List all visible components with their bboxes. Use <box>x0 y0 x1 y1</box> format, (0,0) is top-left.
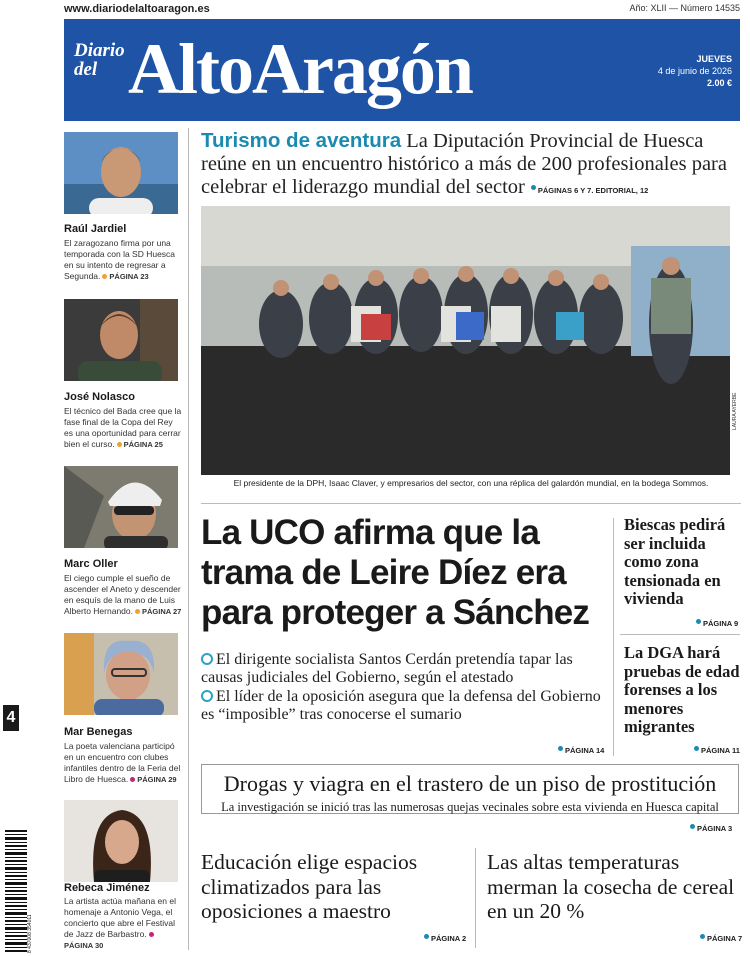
top-bar <box>64 3 740 17</box>
barcode-number: 8 437008 354011 <box>27 914 33 953</box>
lead-kicker[interactable]: Turismo de aventura <box>201 129 402 152</box>
page-dot-icon <box>690 824 695 829</box>
avatar-raul-jardiel <box>64 132 178 214</box>
sidebar-text: El zaragozano firma por una temporada con la SD Huesca en su intento de regresar a Segunda. PÁGINA 23 <box>64 238 176 281</box>
boxed-page-ref[interactable]: PÁGINA 3 <box>688 818 732 836</box>
page-dot-icon <box>694 746 699 751</box>
lead-divider <box>201 503 741 504</box>
page-dot-icon <box>700 934 705 939</box>
sidebar-text: El técnico del Bada cree que la fase final de la Copa del Rey es una oportunidad para cerrar bien el curso. PÁGINA 25 <box>64 406 182 449</box>
issue-number: Año: XLII — Número 14535 <box>629 3 740 13</box>
edge-page-number: 4 <box>3 705 19 731</box>
sidebar-text: La poeta valenciana participó en un encuentro con clubes infantiles dentro de la Feria del Libro de Huesca. PÁGINA 29 <box>64 741 181 784</box>
sidebar-name: Raúl Jardiel <box>64 223 127 235</box>
side-column-divider <box>613 518 614 756</box>
main-bullet-1: El dirigente socialista Santos Cerdán pretendía tapar las causas judiciales del Gobierno, según el atestado <box>201 651 573 686</box>
sidebar-name: José Nolasco <box>64 391 135 403</box>
photo-credit: LAURA AYERBE <box>732 392 738 430</box>
page-dot-icon <box>117 442 122 447</box>
side-headline-2[interactable]: La DGA hará pruebas de edad forenses a los menores migrantes <box>624 643 740 736</box>
boxed-subtitle: La investigación se inició tras las numerosas quejas vecinales sobre esta vivienda en Huesca capital <box>221 800 719 814</box>
page-dot-icon <box>531 185 536 190</box>
masthead <box>64 19 740 121</box>
bottom-headline-2[interactable]: Las altas temperaturas merman la cosecha de cereal en un 20 % <box>487 850 735 923</box>
masthead-date <box>658 53 732 89</box>
avatar-marc-oller <box>64 466 178 548</box>
side-story-divider <box>620 634 740 635</box>
lead-photo-caption: El presidente de la DPH, Isaac Claver, y empresarios del sector, con una réplica del galardón mundial, en la bodega Sommos. <box>233 478 709 488</box>
sidebar-name: Rebeca Jiménez <box>64 882 150 894</box>
boxed-story[interactable] <box>201 764 739 814</box>
sidebar-divider <box>188 128 189 950</box>
sidebar-text: El ciego cumple el sueño de ascender el Aneto y descender en esquís de la mano de Luis Alberto Hernando. PÁGINA 27 <box>64 573 182 616</box>
boxed-headline: Drogas y viagra en el trastero de un piso de prostitución <box>223 771 717 796</box>
avatar-jose-nolasco <box>64 299 178 381</box>
page-dot-icon <box>135 609 140 614</box>
bottom-page-ref-2[interactable]: PÁGINA 7 <box>698 928 742 946</box>
avatar-rebeca-jimenez <box>64 800 178 882</box>
weekday: JUEVES <box>696 54 732 64</box>
bottom-divider <box>475 848 476 948</box>
main-bullet-2: El líder de la oposición asegura que la defensa del Gobierno es “imposible” tras conocerse el sumario <box>201 688 601 723</box>
date: 4 de junio de 2026 <box>657 66 732 76</box>
avatar-mar-benegas <box>64 633 178 715</box>
bottom-headline-1[interactable]: Educación elige espacios climatizados para las oposiciones a maestro <box>201 850 418 923</box>
lead-page-ref[interactable]: PÁGINAS 6 Y 7. EDITORIAL, 12 <box>537 186 649 195</box>
masthead-diario: Diario del <box>74 40 125 80</box>
sidebar-name: Mar Benegas <box>64 726 133 738</box>
masthead-title: AltoAragón <box>128 29 472 109</box>
main-page-ref[interactable]: PÁGINA 14 <box>556 740 604 758</box>
page-dot-icon <box>130 777 135 782</box>
site-url[interactable]: www.diariodelaltoaragon.es <box>64 3 210 15</box>
sidebar-text: La artista actúa mañana en el homenaje a Antonio Vega, el concierto que abre el Festival de Jazz de Barbastro.PÁGINA 30 <box>64 896 176 950</box>
bullet-ring-icon <box>201 690 213 702</box>
page-dot-icon <box>424 934 429 939</box>
price: 2.00 € <box>706 78 732 88</box>
bullet-ring-icon <box>201 653 213 665</box>
side-page-ref-2[interactable]: PÁGINA 11 <box>692 740 740 758</box>
side-headline-1[interactable]: Biescas pedirá ser incluida como zona tensionada en vivienda <box>624 515 726 608</box>
side-page-ref-1[interactable]: PÁGINA 9 <box>694 613 738 631</box>
main-headline[interactable]: La UCO afirma que la trama de Leire Díez era para proteger a Sánchez <box>201 513 590 632</box>
bottom-page-ref-1[interactable]: PÁGINA 2 <box>422 928 466 946</box>
lead-photo[interactable] <box>201 206 730 475</box>
page-dot-icon <box>696 619 701 624</box>
page-dot-icon <box>558 746 563 751</box>
page-dot-icon <box>102 274 107 279</box>
page-dot-icon <box>149 932 154 937</box>
lead-text: Turismo de aventura La Diputación Provincial de Huesca reúne en un encuentro histórico a más de 200 profesionales para celebrar el liderazgo mundial del sector PÁGINAS 6 Y 7. EDITORIAL, 12 <box>201 129 727 198</box>
sidebar-name: Marc Oller <box>64 558 118 570</box>
